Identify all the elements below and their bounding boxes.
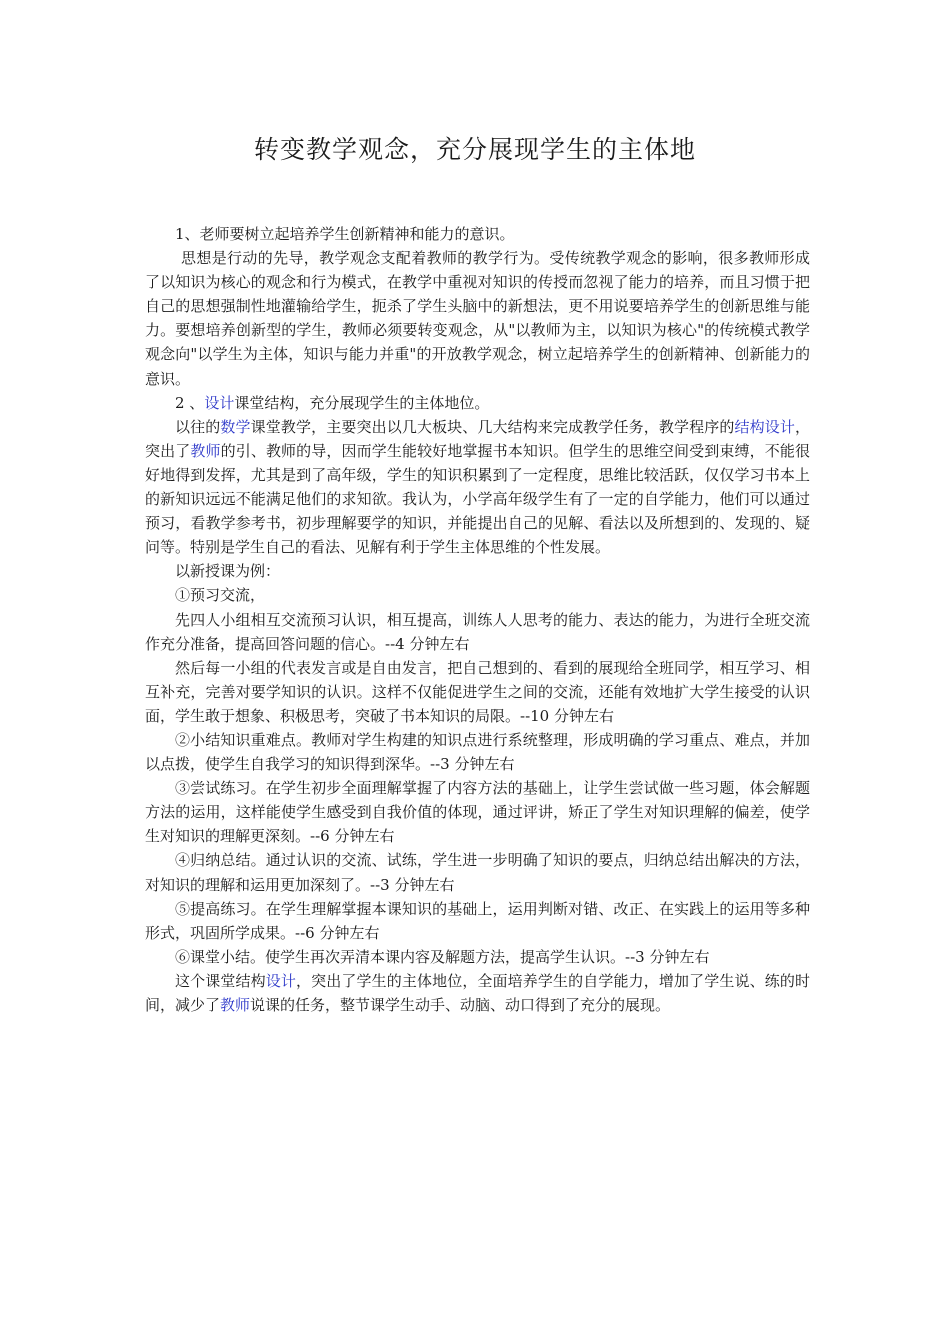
paragraph <box>145 897 810 945</box>
inline-link[interactable]: 设计 <box>204 393 235 412</box>
paragraph-text: 的引、教师的导，因而学生能较好地掌握书本知识。但学生的思维空间受到束缚，不能很好地得到发挥，尤其是到了高年级，学生的知识积累到了一定程度，思维比较活跃，仅仅学习书本上的新知识远远不能满足他们的求知欲。我认为，小学高年级学生有了一定的自学能力，他们可以通过预习，看教学参考书，初步理解要学的知识，并能提出自己的见解、看法以及所想到的、发现的、疑问等。特别是学生自己的看法、见解有利于学生主体思维的个性发展。 <box>145 441 810 557</box>
document-body <box>145 222 810 1017</box>
paragraph-text: 以往的 <box>175 417 221 436</box>
inline-link[interactable]: 教师 <box>220 996 251 1014</box>
paragraph <box>145 969 810 1017</box>
paragraph-text: 这个课堂结构 <box>175 971 266 990</box>
paragraph <box>145 776 810 848</box>
paragraph-text: ，突出了 <box>145 417 810 460</box>
paragraph <box>145 848 810 896</box>
paragraph-text: ④归纳总结。通过认识的交流、试练，学生进一步明确了知识的要点，归纳总结出解决的方法，对知识的理解和运用更加深刻了。--3 分钟左右 <box>145 851 810 894</box>
paragraph-text: 思想是行动的先导，教学观念支配着教师的教学行为。受传统教学观念的影响，很多教师形成了以知识为核心的观念和行为模式，在教学中重视对知识的传授而忽视了能力的培养，而且习惯于把自己的思想强制性地灌输给学生，扼杀了学生头脑中的新想法，更不用说要培养学生的创新思维与能力。要想培养创新型的学生，教师必须要转变观念，从"以教师为主，以知识为核心"的传统模式教学观念向"以学生为主体，知识与能力并重"的开放教学观念，树立起培养学生的创新精神、创新能力的意识。 <box>145 249 810 388</box>
paragraph-text: ①预习交流， <box>175 586 266 605</box>
paragraph <box>145 222 810 246</box>
paragraph-text: ，突出了学生的主体地位，全面培养学生的自学能力，增加了学生说、练的时间，减少了 <box>145 971 810 1014</box>
inline-link[interactable]: 教师 <box>190 441 221 460</box>
paragraph-text: 1、老师要树立起培养学生创新精神和能力的意识。 <box>175 225 515 243</box>
paragraph-text: 以新授课为例： <box>175 562 281 581</box>
paragraph-text: ②小结知识重难点。教师对学生构建的知识点进行系统整理，形成明确的学习重点、难点，并加以点拨，使学生自我学习的知识得到深华。--3 分钟左右 <box>145 730 810 774</box>
page-title: 转变教学观念，充分展现学生的主体地 <box>253 135 696 164</box>
paragraph-text: ③尝试练习。在学生初步全面理解掌握了内容方法的基础上，让学生尝试做一些习题，体会解题方法的运用，这样能使学生感受到自我价值的体现，通过评讲，矫正了学生对知识理解的偏差，使学生对知识的理解更深刻。--6 分钟左右 <box>145 779 810 846</box>
paragraph-text: 课堂教学，主要突出以几大板块、几大结构来完成教学任务，教学程序的 <box>250 417 735 436</box>
paragraph-text: 然后每一小组的代表发言或是自由发言，把自己想到的、看到的展现给全班同学，相互学习、相互补充，完善对要学知识的认识。这样不仅能促进学生之间的交流，还能有效地扩大学生接受的认识面，学生敢于想象、积极思考，突破了书本知识的局限。--10 分钟左右 <box>145 658 810 725</box>
paragraph-text: ⑥课堂小结。使学生再次弄清本课内容及解题方法，提高学生认识。--3 分钟左右 <box>175 947 710 966</box>
paragraph-text: 课堂结构，充分展现学生的主体地位。 <box>234 393 490 412</box>
paragraph <box>145 246 810 391</box>
inline-link[interactable]: 数学 <box>220 417 251 436</box>
paragraph <box>145 728 810 776</box>
paragraph-text: ⑤提高练习。在学生理解掌握本课知识的基础上，运用判断对错、改正、在实践上的运用等多种形式，巩固所学成果。--6 分钟左右 <box>145 899 810 942</box>
paragraph <box>145 559 810 583</box>
paragraph <box>145 608 810 656</box>
paragraph <box>145 415 810 560</box>
paragraph-text: 说课的任务，整节课学生动手、动脑、动口得到了充分的展现。 <box>250 996 671 1014</box>
paragraph <box>145 391 810 415</box>
paragraph <box>145 583 810 607</box>
inline-link[interactable]: 结构设计 <box>734 417 795 436</box>
paragraph <box>145 656 810 728</box>
paragraph-text: 先四人小组相互交流预习认识，相互提高，训练人人思考的能力、表达的能力，为进行全班交流作充分准备，提高回答问题的信心。--4 分钟左右 <box>145 610 810 653</box>
paragraph-text: 2 、 <box>175 393 205 412</box>
paragraph <box>145 945 810 969</box>
inline-link[interactable]: 设计 <box>265 971 296 990</box>
